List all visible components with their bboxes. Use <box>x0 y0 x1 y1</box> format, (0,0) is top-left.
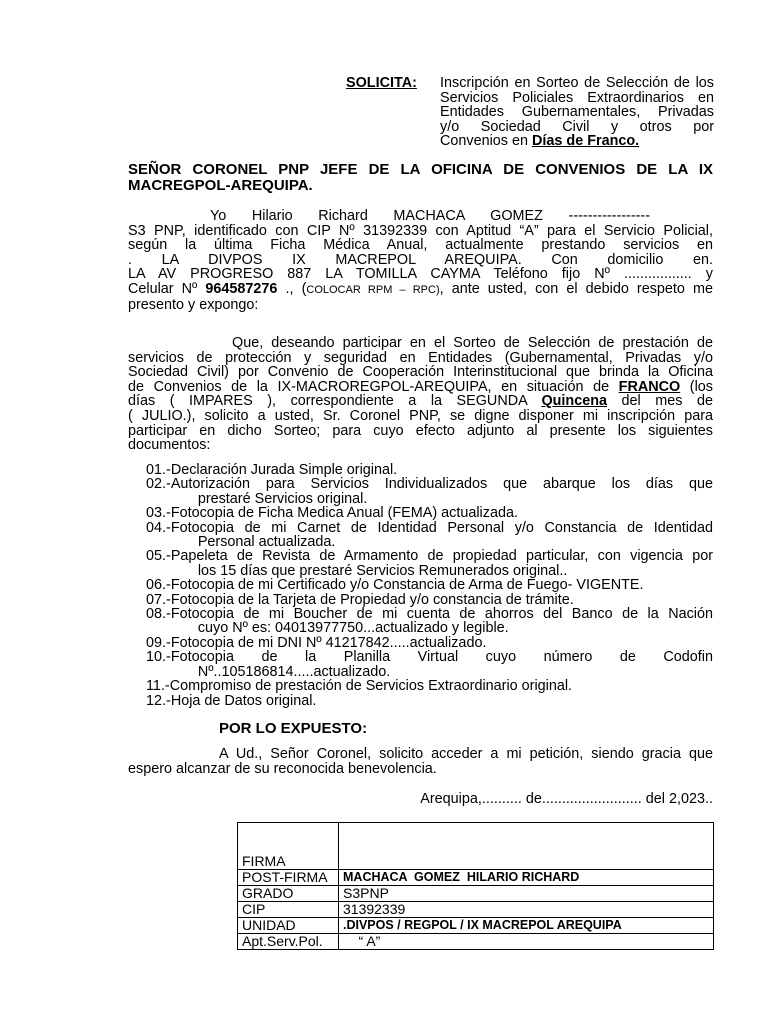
solicita-line: Entidades Gubernamentales, Privadas <box>440 104 714 120</box>
document-line: Fotocopia de mi Boucher de mi cuenta de ahorros del Banco de la Nación <box>170 606 713 623</box>
intro-line: LA AV PROGRESO 887 LA TOMILLA CAYMA Teléfono fijo Nº ................. y <box>128 266 713 283</box>
document-text <box>171 521 713 550</box>
body-text: (los <box>680 378 713 395</box>
signature-row <box>238 870 714 886</box>
solicita-line: Convenios en <box>440 133 533 149</box>
dias-de-franco: Días de Franco. <box>532 133 640 149</box>
solicita-text <box>440 76 714 149</box>
document-number: 08.- <box>146 606 171 623</box>
document-text <box>171 506 713 520</box>
body-text: de Convenios de la IX-MACROREGPOL-AREQUIPA, en situación de <box>128 378 619 395</box>
document-text <box>171 463 713 477</box>
solicita-line: y/o Sociedad Civil y otros por <box>440 118 714 135</box>
document-line: los 15 días que prestaré Servicios Remunerados original.. <box>197 562 568 579</box>
field-label: CIP <box>238 902 339 918</box>
document-line: Fotocopia de mi Certificado y/o Constancia de Arma de Fuego- VIGENTE. <box>170 577 644 594</box>
body-line: servicios de protección y seguridad en Entidades (Gubernamental, Privadas y/o <box>128 349 713 366</box>
document-line: Personal actualizada. <box>197 534 336 551</box>
document-number: 04.- <box>146 519 171 536</box>
intro-paragraph <box>128 209 713 312</box>
closing-paragraph <box>128 747 713 777</box>
field-label: UNIDAD <box>238 918 339 934</box>
field-label: POST-FIRMA <box>238 870 339 886</box>
intro-text: Celular Nº <box>128 280 206 297</box>
body-line: documentos: <box>128 437 211 454</box>
quincena-word: Quincena <box>541 393 608 410</box>
document-number: 05.- <box>146 548 171 565</box>
document-number: 09.- <box>146 634 171 651</box>
date-line: Arequipa,.......... de......................... del 2,023.. <box>420 791 713 807</box>
document-line: Declaración Jurada Simple original. <box>170 462 398 478</box>
document-text <box>171 636 713 650</box>
por-lo-expuesto: POR LO EXPUESTO: <box>219 720 368 737</box>
intro-line: Yo Hilario Richard MACHACA GOMEZ ----------------- <box>210 208 650 224</box>
document-item <box>146 521 713 550</box>
document-number: 12.- <box>146 692 171 709</box>
addressee <box>128 162 713 194</box>
signature-row <box>238 886 714 902</box>
document-number: 06.- <box>146 577 171 594</box>
body-line: Que, deseando participar en el Sorteo de Selección de prestación de <box>232 335 713 351</box>
intro-text: ., ( <box>277 280 307 297</box>
document-item <box>146 506 713 520</box>
franco-word: FRANCO <box>618 378 681 395</box>
document-number: 11.- <box>146 678 170 695</box>
field-label: Apt.Serv.Pol. <box>238 934 339 950</box>
signature-table <box>237 822 714 950</box>
intro-text: , ante usted, con el debido respeto me <box>439 280 713 297</box>
field-label: GRADO <box>238 886 339 902</box>
document-line: cuyo Nº es: 04013977750...actualizado y legible. <box>197 620 509 637</box>
document-text <box>170 679 713 693</box>
intro-line: S3 PNP, identificado con CIP Nº 31392339 con Aptitud “A” para el Servicio Policial, <box>128 222 713 239</box>
closing-line: A Ud., Señor Coronel, solicito acceder a mi petición, siendo gracia que <box>219 746 713 762</box>
document-line: Papeleta de Revista de Armamento de propiedad particular, con vigencia por <box>170 548 713 565</box>
solicita-colon: : <box>412 75 417 91</box>
document-number: 03.- <box>146 505 171 522</box>
document-text <box>171 578 713 592</box>
field-value: MACHACA GOMEZ HILARIO RICHARD <box>339 870 714 886</box>
document-line: Fotocopia de Ficha Medica Anual (FEMA) actualizada. <box>170 505 518 522</box>
solicita-line: Inscripción en Sorteo de Selección de los <box>440 75 714 91</box>
document-number: 01.- <box>146 462 171 478</box>
document-line: Nº..105186814.....actualizado. <box>197 663 391 680</box>
document-line: prestaré Servicios original. <box>197 490 368 507</box>
solicita-line: Servicios Policiales Extraordinarios en <box>440 89 714 106</box>
firma-label: FIRMA <box>238 823 339 870</box>
document-item <box>146 463 713 477</box>
document-line: Fotocopia de mi Carnet de Identidad Personal y/o Constancia de Identidad <box>170 519 713 536</box>
body-line: participar en dicho Sorteo; para cuyo efecto adjunto al presente los siguientes <box>128 422 713 439</box>
document-line: Autorización para Servicios Individualizados que abarque los días que <box>170 476 713 493</box>
document-text <box>171 607 713 636</box>
document-text <box>171 694 713 708</box>
rpm-note: COLOCAR RPM – RPC) <box>306 283 440 296</box>
addressee-line: MACREGPOL-AREQUIPA. <box>128 177 313 194</box>
document-line: Fotocopia de la Tarjeta de Propiedad y/o constancia de trámite. <box>170 591 574 608</box>
signature-row <box>238 934 714 950</box>
intro-line: presento y expongo: <box>128 296 259 313</box>
solicita-label: SOLICITA <box>346 75 413 91</box>
document-line: Compromiso de prestación de Servicios Extraordinario original. <box>169 678 573 695</box>
field-value: “ A” <box>339 934 714 950</box>
body-paragraph <box>128 336 713 453</box>
body-line: ( JULIO.), solicito a usted, Sr. Coronel PNP, se digne disponer mi inscripción para <box>128 407 713 424</box>
signature-row <box>238 918 714 934</box>
document-item <box>146 477 713 506</box>
intro-line: . LA DIVPOS IX MACREPOL AREQUIPA. Con domicilio en. <box>128 251 713 268</box>
body-text: del mes de <box>607 393 713 410</box>
signature-row <box>238 902 714 918</box>
signature-row <box>238 823 714 870</box>
document-item <box>146 593 713 607</box>
documents-list <box>146 463 713 708</box>
document-text <box>171 593 713 607</box>
document-line: Fotocopia de mi DNI Nº 41217842.....actualizado. <box>170 634 487 651</box>
document-item <box>146 578 713 592</box>
body-line: Sociedad Civil) por Convenio de Cooperación Interinstitucional que brinda la Oficina <box>128 364 713 381</box>
document-text <box>171 477 713 506</box>
document-item <box>146 650 713 679</box>
closing-line: espero alcanzar de su reconocida benevolencia. <box>128 761 437 777</box>
document-item <box>146 694 713 708</box>
firma-space[interactable] <box>339 823 714 870</box>
document-text <box>171 650 713 679</box>
field-value: 31392339 <box>339 902 714 918</box>
phone-number: 964587276 <box>205 280 278 297</box>
addressee-line: SEÑOR CORONEL PNP JEFE DE LA OFICINA DE CONVENIOS DE LA IX <box>128 161 713 178</box>
document-number: 07.- <box>146 591 171 608</box>
document-item <box>146 607 713 636</box>
document-item <box>146 636 713 650</box>
document-number: 10.- <box>146 649 171 666</box>
intro-line: según la última Ficha Médica Anual, actualmente prestando servicios en <box>128 237 713 254</box>
document-number: 02.- <box>146 476 171 493</box>
field-value: S3PNP <box>339 886 714 902</box>
document-line: Hoja de Datos original. <box>170 692 317 709</box>
document-item <box>146 679 713 693</box>
document-item <box>146 549 713 578</box>
document-text <box>171 549 713 578</box>
body-text: días ( IMPARES ), correspondiente a la SEGUNDA <box>128 393 542 410</box>
document-line: Fotocopia de la Planilla Virtual cuyo número de Codofin <box>170 649 713 666</box>
field-value: .DIVPOS / REGPOL / IX MACREPOL AREQUIPA <box>339 918 714 934</box>
